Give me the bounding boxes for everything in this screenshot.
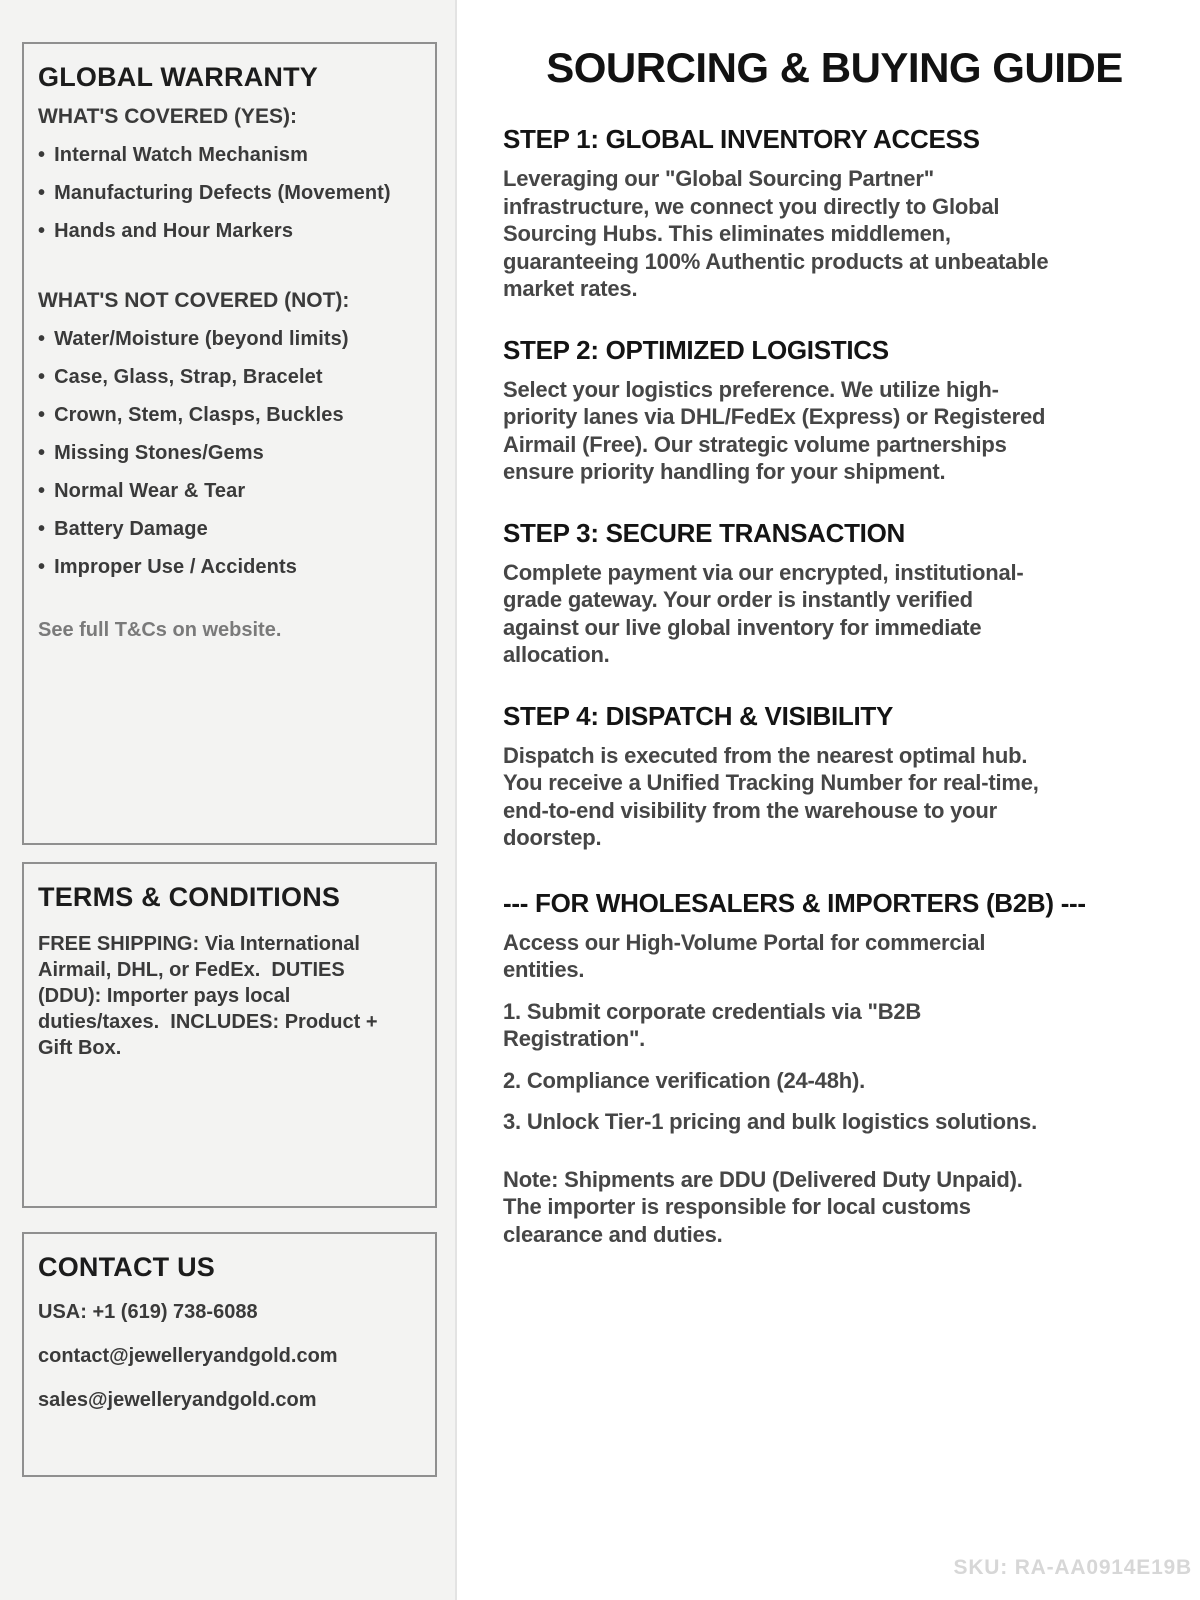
not-covered-item-label: Water/Moisture (beyond limits) (54, 328, 349, 350)
not-covered-item (38, 404, 421, 427)
terms-panel (22, 862, 437, 1208)
bullet-icon: • (38, 182, 46, 204)
b2b-intro: Access our High-Volume Portal for commercial entities. (503, 929, 986, 982)
b2b-note: Note: Shipments are DDU (Delivered Duty Unpaid). The importer is responsible for local customs clearance and duties. (503, 1166, 1023, 1247)
bullet-icon: • (38, 144, 46, 166)
steps-list (503, 124, 1166, 852)
not-covered-item-label: Improper Use / Accidents (54, 556, 297, 578)
step-body: Complete payment via our encrypted, institutional-grade gateway. Your order is instantly verified against our live global inventory for immediate allocation. (503, 559, 1024, 667)
not-covered-item-label: Crown, Stem, Clasps, Buckles (54, 404, 344, 426)
not-covered-item (38, 442, 421, 465)
not-covered-heading: WHAT'S NOT COVERED (NOT): (38, 289, 350, 312)
bullet-icon: • (38, 328, 46, 350)
step-heading: STEP 3: SECURE TRANSACTION (503, 517, 905, 548)
b2b-heading: --- FOR WHOLESALERS & IMPORTERS (B2B) --- (503, 887, 1086, 918)
contact-lines (38, 1301, 421, 1412)
not-covered-item (38, 366, 421, 389)
b2b-item: 3. Unlock Tier-1 pricing and bulk logistics solutions. (503, 1109, 1038, 1134)
bullet-icon: • (38, 220, 46, 242)
not-covered-item (38, 518, 421, 541)
contact-title: CONTACT US (38, 1252, 215, 1282)
bullet-icon: • (38, 480, 46, 502)
step-heading: STEP 1: GLOBAL INVENTORY ACCESS (503, 124, 980, 154)
bullet-icon: • (38, 556, 46, 578)
warranty-footnote: See full T&Cs on website. (38, 619, 282, 641)
warranty-title: GLOBAL WARRANTY (38, 62, 318, 92)
covered-item-label: Manufacturing Defects (Movement) (54, 182, 391, 204)
guide-step (503, 124, 1166, 303)
guide-step (503, 335, 1166, 486)
sku-label: SKU: RA-AA0914E19B (953, 1556, 1192, 1579)
contact-line: sales@jewelleryandgold.com (38, 1389, 317, 1411)
b2b-items (503, 998, 1166, 1136)
contact-line: contact@jewelleryandgold.com (38, 1345, 338, 1367)
step-body: Dispatch is executed from the nearest optimal hub. You receive a Unified Tracking Number for real-time, end-to-end visibility from the warehouse to your doorstep. (503, 742, 1039, 850)
covered-list (38, 144, 421, 243)
not-covered-item-label: Battery Damage (54, 518, 208, 540)
b2b-section (503, 888, 1166, 1249)
guide-main (457, 0, 1200, 1600)
covered-item (38, 182, 421, 205)
covered-item (38, 144, 421, 167)
covered-heading: WHAT'S COVERED (YES): (38, 105, 297, 128)
step-heading: STEP 4: DISPATCH & VISIBILITY (503, 700, 894, 731)
not-covered-item-label: Case, Glass, Strap, Bracelet (54, 366, 323, 388)
b2b-item: 2. Compliance verification (24-48h). (503, 1067, 866, 1093)
bullet-icon: • (38, 442, 46, 464)
covered-item-label: Internal Watch Mechanism (54, 144, 309, 166)
contact-line: USA: +1 (619) 738-6088 (38, 1301, 258, 1323)
not-covered-item (38, 328, 421, 351)
bullet-icon: • (38, 518, 46, 540)
not-covered-item (38, 480, 421, 503)
terms-title: TERMS & CONDITIONS (38, 882, 341, 912)
not-covered-list (38, 328, 421, 579)
contact-panel (22, 1232, 437, 1477)
covered-item-label: Hands and Hour Markers (54, 220, 294, 242)
b2b-item: 1. Submit corporate credentials via "B2B Registration". (503, 998, 922, 1051)
step-heading: STEP 2: OPTIMIZED LOGISTICS (503, 334, 889, 365)
bullet-icon: • (38, 366, 46, 388)
guide-step (503, 701, 1166, 852)
info-sidebar (0, 0, 457, 1600)
warranty-panel (22, 42, 437, 845)
step-body: Leveraging our "Global Sourcing Partner" infrastructure, we connect you directly to Global Sourcing Hubs. This eliminates middlemen, guaranteeing 100% Authentic products at unbeatable market rates. (503, 166, 1049, 301)
bullet-icon: • (38, 404, 46, 426)
not-covered-item-label: Normal Wear & Tear (54, 480, 246, 502)
terms-body: FREE SHIPPING: Via International Airmail, DHL, or FedEx. DUTIES (DDU): Importer pays local duties/taxes. INCLUDES: Product + Gift Box. (38, 933, 384, 1059)
guide-step (503, 518, 1166, 669)
page-title: SOURCING & BUYING GUIDE (546, 44, 1123, 91)
not-covered-item (38, 556, 421, 579)
step-body: Select your logistics preference. We utilize high-priority lanes via DHL/FedEx (Express) or Registered Airmail (Free). Our strategic volume partnerships ensure priority handling for your shipment. (503, 376, 1046, 484)
not-covered-item-label: Missing Stones/Gems (54, 442, 264, 464)
covered-item (38, 220, 421, 243)
